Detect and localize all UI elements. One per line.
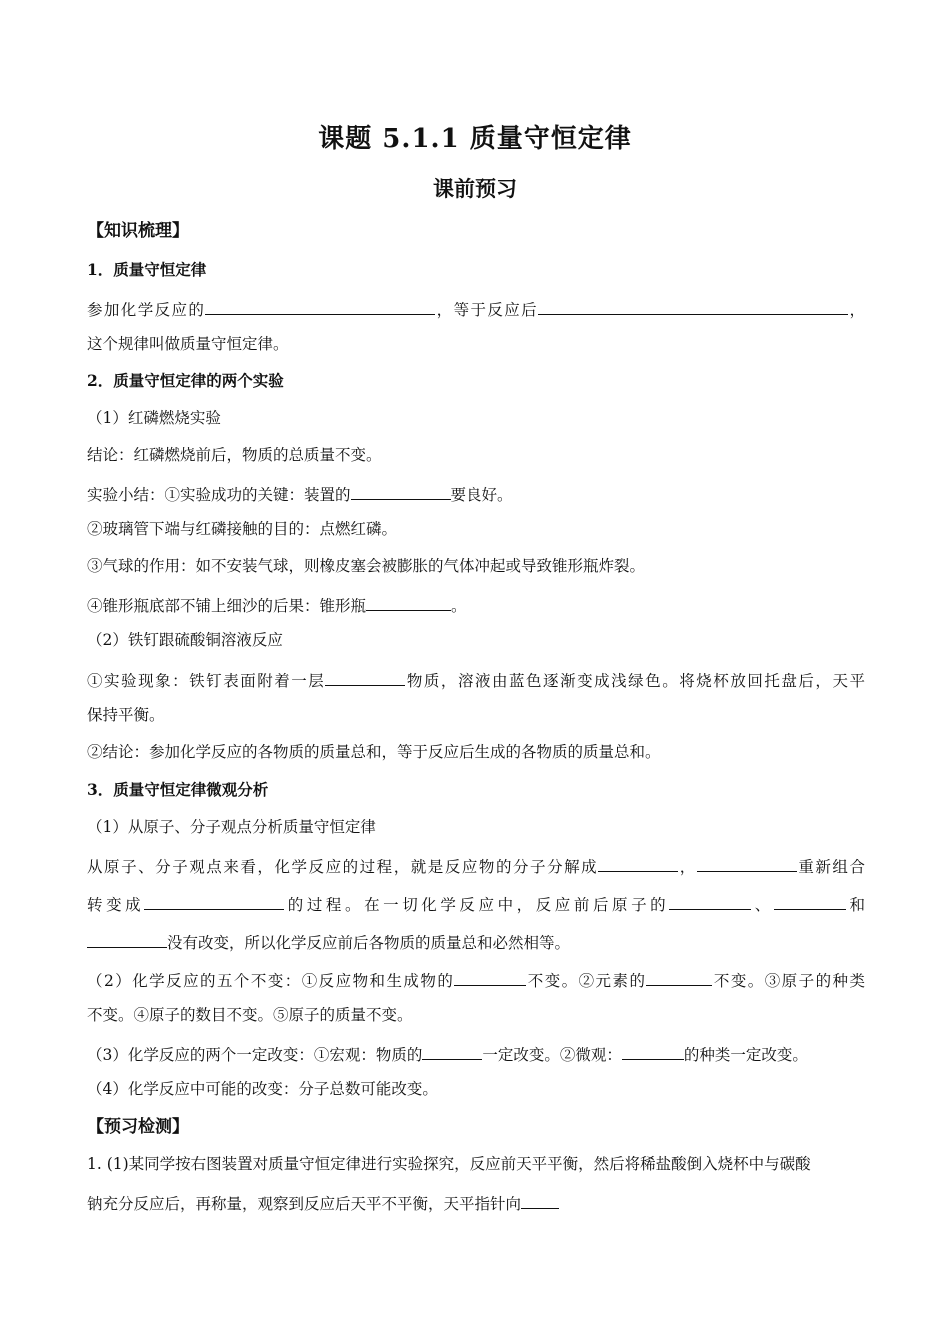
text: 物质，溶液由蓝色逐渐变成浅绿色。将烧杯放回托盘后，天平 bbox=[405, 672, 865, 690]
text: （3）化学反应的两个一定改变：①宏观：物质的 bbox=[87, 1046, 423, 1064]
text: 从原子、分子观点来看，化学反应的过程，就是反应物的分子分解成 bbox=[87, 858, 599, 876]
paragraph-line bbox=[87, 1041, 865, 1066]
text: 参加化学反应的 bbox=[87, 301, 206, 319]
paragraph-line: ②玻璃管下端与红磷接触的目的：点燃红磷。 bbox=[87, 520, 398, 538]
page-subtitle: 课前预习 bbox=[433, 176, 517, 201]
paragraph-line: 结论：红磷燃烧前后，物质的总质量不变。 bbox=[87, 446, 382, 464]
heading-experiments: 2．质量守恒定律的两个实验 bbox=[87, 371, 284, 390]
text: （2）化学反应的五个不变：①反应物和生成物的 bbox=[87, 972, 455, 990]
text: 没有改变，所以化学反应前后各物质的质量总和必然相等。 bbox=[167, 934, 571, 952]
heading-micro-analysis: 3．质量守恒定律微观分析 bbox=[87, 780, 269, 799]
text: ①实验现象：铁钉表面附着一层 bbox=[87, 672, 326, 690]
paragraph-line bbox=[87, 853, 865, 878]
paragraph-line: ②结论：参加化学反应的各物质的质量总和，等于反应后生成的各物质的质量总和。 bbox=[87, 743, 661, 761]
text: 。 bbox=[451, 597, 467, 615]
heading-law: 1．质量守恒定律 bbox=[87, 260, 207, 279]
paragraph-line: （4）化学反应中可能的改变：分子总数可能改变。 bbox=[87, 1080, 438, 1098]
text: 、 bbox=[751, 896, 774, 914]
paragraph-line: 不变。④原子的数目不变。⑤原子的质量不变。 bbox=[87, 1006, 413, 1024]
text: 一定改变。②微观： bbox=[482, 1046, 622, 1064]
paragraph-line bbox=[87, 481, 865, 506]
text: 的种类一定改变。 bbox=[683, 1046, 808, 1064]
fill-blank[interactable] bbox=[454, 967, 526, 986]
paragraph-line bbox=[87, 929, 865, 954]
fill-blank[interactable] bbox=[622, 1041, 684, 1060]
text: ，等于反应后 bbox=[435, 301, 539, 319]
page-title: 课题 5.1.1 质量守恒定律 bbox=[318, 124, 632, 154]
paragraph-line: ③气球的作用：如不安装气球，则橡皮塞会被膨胀的气体冲起或导致锥形瓶炸裂。 bbox=[87, 557, 646, 575]
text: 钠充分反应后，再称量，观察到反应后天平不平衡，天平指针向 bbox=[87, 1195, 522, 1213]
paragraph-line: 这个规律叫做质量守恒定律。 bbox=[87, 335, 289, 353]
paragraph-line bbox=[87, 891, 865, 916]
fill-blank[interactable] bbox=[325, 667, 405, 686]
fill-blank[interactable] bbox=[366, 592, 451, 611]
subheading-iron-nail: （2）铁钉跟硫酸铜溶液反应 bbox=[87, 631, 283, 649]
fill-blank[interactable] bbox=[144, 891, 284, 910]
text: 转变成 bbox=[87, 896, 145, 914]
paragraph-line bbox=[87, 296, 865, 321]
text: ④锥形瓶底部不铺上细沙的后果：锥形瓶 bbox=[87, 597, 367, 615]
fill-blank[interactable] bbox=[351, 481, 451, 500]
text: 要良好。 bbox=[450, 486, 513, 504]
text: 和 bbox=[845, 896, 865, 914]
text: 重新组合 bbox=[796, 858, 865, 876]
subheading-atom-molecule: （1）从原子、分子观点分析质量守恒定律 bbox=[87, 818, 376, 836]
fill-blank[interactable] bbox=[774, 891, 846, 910]
text: 不变。③原子的种类 bbox=[712, 972, 865, 990]
fill-blank[interactable] bbox=[669, 891, 751, 910]
fill-blank[interactable] bbox=[205, 296, 435, 315]
text: ， bbox=[848, 301, 865, 319]
fill-blank[interactable] bbox=[422, 1041, 482, 1060]
question-line bbox=[87, 1190, 865, 1215]
text: 不变。②元素的 bbox=[526, 972, 647, 990]
text: 实验小结：①实验成功的关键：装置的 bbox=[87, 486, 351, 504]
paragraph-line bbox=[87, 592, 865, 617]
fill-blank[interactable] bbox=[646, 967, 712, 986]
paragraph-line bbox=[87, 967, 865, 992]
subheading-red-phosphorus: （1）红磷燃烧实验 bbox=[87, 409, 221, 427]
text: 的过程。在一切化学反应中，反应前后原子的 bbox=[284, 896, 670, 914]
section-heading-knowledge: 【知识梳理】 bbox=[87, 221, 189, 241]
fill-blank[interactable] bbox=[87, 929, 167, 948]
paragraph-line bbox=[87, 667, 865, 692]
fill-blank[interactable] bbox=[598, 853, 678, 872]
question-line: 1. (1)某同学按右图装置对质量守恒定律进行实验探究，反应前天平平衡，然后将稀盐酸倒入烧杯中与碳酸 bbox=[87, 1155, 811, 1173]
text: ， bbox=[678, 858, 697, 876]
fill-blank[interactable] bbox=[521, 1190, 559, 1209]
paragraph-line: 保持平衡。 bbox=[87, 706, 165, 724]
fill-blank[interactable] bbox=[538, 296, 848, 315]
section-heading-preview-test: 【预习检测】 bbox=[87, 1117, 189, 1137]
fill-blank[interactable] bbox=[697, 853, 797, 872]
